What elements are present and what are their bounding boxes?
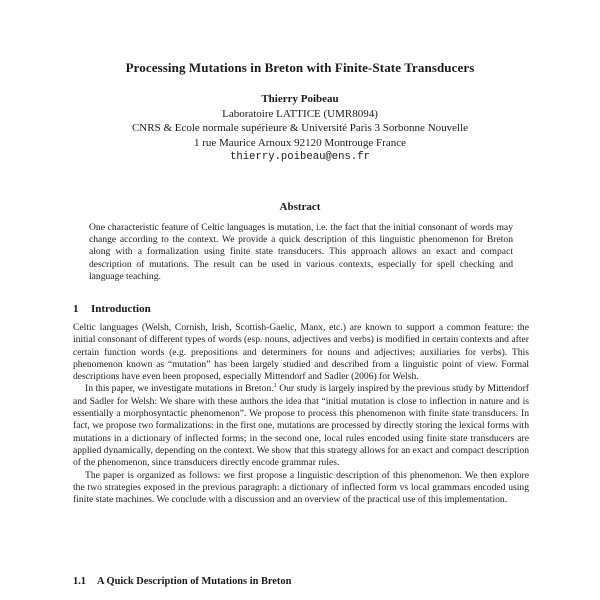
subsection-number: 1.1 [73,576,86,587]
paragraph-1: Celtic languages (Welsh, Cornish, Irish, Scottish-Gaelic, Manx, etc.) are known to support a common feature: the initial consonant of different types of words (esp. nouns, adjectives and verbs) is modified in certain contexts and after certain function words (e.g. prepositions and determiners for nouns and adjectives; auxiliaries for verbs). This phenomenon known as “mutation” has been largely studied and described from a linguistic point of view. Formal descriptions have even been proposed, especially Mittendorf and Sadler (2006) for Welsh. [73,322,529,383]
author-block [0,92,600,165]
paragraph-2-rest: Our study is largely inspired by the previous study by Mittendorf and Sadler for Welsh: We share with these authors the idea that “initial mutation is close to inflection in nature and is essentially a morphosyntactic phenomenon”. We propose to process this phenomenon with finite state transducers. In fact, we propose two formalizations: in the first one, mutations are processed by directly storing the lexical forms with mutations in a dictionary of inflected forms; in the second one, local rules encoded using finite state transducers are applied dynamically, depending on the context. We show that this strategy allows for an exact and compact description of the phenomenon, since transducers directly encode grammar rules. [73,383,529,469]
abstract-heading: Abstract [279,201,321,213]
section-heading-introduction [73,303,151,315]
author-address: 1 rue Maurice Arnoux 92120 Montrouge France [193,136,406,149]
subsection-title: A Quick Description of Mutations in Breton [97,576,292,587]
subsection-heading [73,576,291,587]
paragraph-2-start: In this paper, we investigate mutations in Breton. [85,383,274,395]
paragraph-2 [73,383,529,469]
author-name: Thierry Poibeau [261,93,339,105]
section-title: Introduction [91,303,151,315]
paper-title: Processing Mutations in Breton with Finite-State Transducers [125,60,475,75]
author-lab: Laboratoire LATTICE (UMR8094) [222,107,378,120]
footnote-marker[interactable]: 1 [273,382,277,390]
introduction-body [73,322,529,506]
author-email: thierry.poibeau@ens.fr [230,151,370,163]
abstract-text: One characteristic feature of Celtic languages is mutation, i.e. the fact that the initial consonant of words may change according to the context. We provide a quick description of this linguistic phenomenon for Breton along with a formalization using finite state transducers. This approach allows an exact and compact description of mutations. The result can be used in various contexts, especially for spell checking and language teaching. [89,222,513,282]
section-number: 1 [73,303,79,315]
paragraph-3: The paper is organized as follows: we first propose a linguistic description of this phenomenon. We then explore the two strategies exposed in the previous paragraph: a dictionary of inflected form vs local grammars encoded using finite state machines. We conclude with a discussion and an overview of the practical use of this implementation. [73,469,529,506]
author-affiliation: CNRS & Ecole normale supérieure & Université Paris 3 Sorbonne Nouvelle [131,122,469,134]
